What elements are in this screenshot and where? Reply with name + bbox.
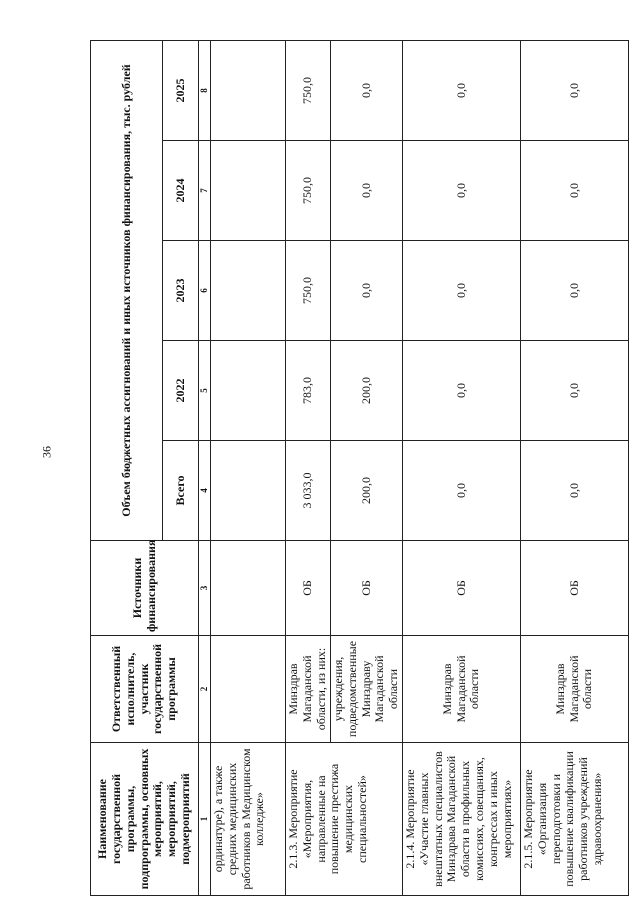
header-year-2025: 2025 <box>163 40 199 140</box>
header-year-2022: 2022 <box>163 341 199 441</box>
value-2023: 0,0 <box>402 241 520 341</box>
header-source: Источники финансирования <box>91 541 199 636</box>
col-number: 6 <box>199 241 211 341</box>
row-source: ОБ <box>286 541 331 636</box>
value-total: 200,0 <box>331 441 403 541</box>
col-number: 8 <box>199 40 211 140</box>
value-total: 0,0 <box>520 441 628 541</box>
value-2023: 0,0 <box>520 241 628 341</box>
value-2022: 783,0 <box>286 341 331 441</box>
row-executor: Минздрав Магаданской области <box>520 636 628 743</box>
value-2023: 0,0 <box>331 241 403 341</box>
header-funding: Объем бюджетных ассигнований и иных источников финансирования, тыс. рублей <box>91 40 163 540</box>
row-name: 2.1.3. Мероприятие «Мероприятия, направленные на повышение престижа медицинских специальностей» <box>286 743 403 896</box>
value-2025: 0,0 <box>520 40 628 140</box>
row-name: 2.1.4. Мероприятие «Участие главных внештатных специалистов Минздрава Магаданской области в профильных комиссиях, совещаниях, конгрессах и иных мероприятиях» <box>402 743 520 896</box>
col-number: 3 <box>199 541 211 636</box>
value-2022: 0,0 <box>402 341 520 441</box>
value-total: 0,0 <box>402 441 520 541</box>
header-year-2023: 2023 <box>163 241 199 341</box>
value-2024: 0,0 <box>331 141 403 241</box>
table-row <box>402 40 520 895</box>
value-2024: 0,0 <box>520 141 628 241</box>
funding-table <box>90 40 629 896</box>
value-2025: 0,0 <box>402 40 520 140</box>
col-number: 4 <box>199 441 211 541</box>
table-row <box>211 40 286 895</box>
header-executor: Ответственный исполнитель, участник государственной программы <box>91 636 199 743</box>
value-2025: 0,0 <box>331 40 403 140</box>
value-total: 3 033,0 <box>286 441 331 541</box>
row-source: ОБ <box>520 541 628 636</box>
value-2025: 750,0 <box>286 40 331 140</box>
header-name: Наименование государственной программы, подпрограммы, основных мероприятий, мероприятий, подмероприятий <box>91 743 199 896</box>
col-number: 1 <box>199 743 211 896</box>
row-source: ОБ <box>331 541 403 636</box>
row-name: ординатуре), а также средних медицинских работников в Медицинском колледже» <box>211 743 286 896</box>
row-executor: Минздрав Магаданской области <box>402 636 520 743</box>
col-number: 7 <box>199 141 211 241</box>
value-2024: 0,0 <box>402 141 520 241</box>
row-name: 2.1.5. Мероприятие «Организация переподготовки и повышение квалификации работников учреждений здравоохранения» <box>520 743 628 896</box>
col-number: 5 <box>199 341 211 441</box>
value-2023: 750,0 <box>286 241 331 341</box>
table-row <box>286 40 331 895</box>
row-executor: учреждения, подведомственные Минздраву Магаданской области <box>331 636 403 743</box>
value-2022: 0,0 <box>520 341 628 441</box>
col-number: 2 <box>199 636 211 743</box>
rotated-page <box>90 41 615 896</box>
page-number: 36 <box>39 446 54 458</box>
header-year-2024: 2024 <box>163 141 199 241</box>
header-total: Всего <box>163 441 199 541</box>
table-row <box>520 40 628 895</box>
row-executor: Минздрав Магаданской области, из них: <box>286 636 331 743</box>
row-source: ОБ <box>402 541 520 636</box>
value-2024: 750,0 <box>286 141 331 241</box>
value-2022: 200,0 <box>331 341 403 441</box>
